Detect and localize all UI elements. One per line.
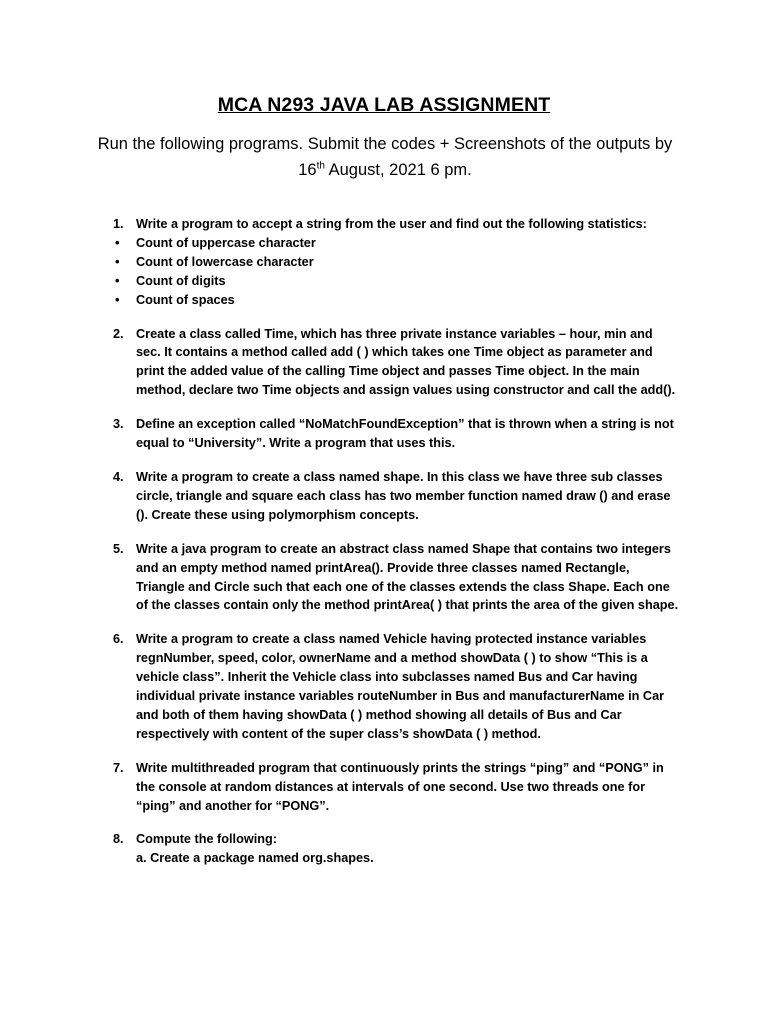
spacer [0, 744, 768, 759]
spacer [0, 400, 768, 415]
bullet-text: Count of lowercase character [136, 254, 314, 269]
question-text: Write a program to accept a string from the user and find out the following statistics: [136, 217, 647, 231]
question-subpart: a. Create a package named org.shapes. [136, 851, 374, 866]
question-7 [0, 759, 768, 816]
question-number: 7. [113, 760, 124, 775]
question-number: 4. [113, 469, 124, 484]
bullet-icon: • [115, 272, 120, 288]
spacer [0, 310, 768, 325]
due-date-day: 16 [298, 161, 317, 179]
question-text: Compute the following: [136, 832, 277, 847]
bullet-text: Count of digits [136, 273, 226, 288]
bullet-item [0, 234, 768, 253]
bullet-item [0, 272, 768, 291]
question-4 [0, 468, 768, 525]
question-2 [0, 325, 768, 401]
due-date [90, 157, 680, 183]
spacer [0, 615, 768, 630]
subtitle-line: Run the following programs. Submit the codes + Screenshots of the outputs by [97, 135, 673, 153]
spacer [0, 453, 768, 468]
spacer [0, 525, 768, 540]
question-5 [0, 540, 768, 616]
bullet-icon: • [115, 234, 120, 250]
question-number: 6. [113, 632, 124, 647]
question-number: 3. [113, 417, 124, 432]
page-title: MCA N293 JAVA LAB ASSIGNMENT [217, 94, 551, 116]
bullet-text: Count of spaces [136, 292, 235, 307]
question-text: Define an exception called “NoMatchFoundException” that is thrown when a string is not equal to “University”. Write a program that uses this. [136, 417, 674, 451]
bullet-icon: • [115, 253, 120, 269]
question-text: Write a program to create a class named shape. In this class we have three sub classes circle, triangle and square each class has two member function named draw () and erase (). Create these using polymorphism concepts. [136, 469, 671, 522]
question-number: 5. [113, 541, 124, 556]
bullet-text: Count of uppercase character [136, 235, 316, 250]
due-date-rest: August, 2021 6 pm. [324, 161, 472, 179]
question-text: Write multithreaded program that continuously prints the strings “ping” and “PONG” in the console at random distances at intervals of one second. Use two threads one for “ping” and another for “PONG”. [136, 760, 664, 813]
question-3 [0, 415, 768, 453]
question-number: 2. [113, 326, 124, 341]
question-text: Create a class called Time, which has three private instance variables – hour, min and sec. It contains a method called add ( ) which takes one Time object as parameter and print the added value of the calling Time object and passes Time object. In the main method, declare two Time objects and assign values using constructor and call the add(). [136, 326, 676, 398]
bullet-item [0, 253, 768, 272]
bullet-icon: • [115, 291, 120, 307]
page-subtitle [90, 131, 680, 183]
question-number: 1. [113, 217, 124, 231]
question-list [0, 215, 768, 868]
question-text: Write a java program to create an abstract class named Shape that contains two integers and an empty method named printArea(). Provide three classes named Rectangle, Triangle and Circle such that each one of the classes extends the class Shape. Each one of the classes contain only the method printArea( ) that prints the area of the given shape. [136, 541, 679, 613]
question-text: Write a program to create a class named Vehicle having protected instance variables regnNumber, speed, color, ownerName and a method showData ( ) to show “This is a vehicle class”. Inherit the Vehicle class into subclasses named Bus and Car having individual private instance variables routeNumber in Bus and manufacturerName in Car and both of them having showData ( ) method showing all details of Bus and Car respectively with content of the super class’s showData ( ) method. [136, 632, 665, 741]
question-number: 8. [113, 832, 124, 847]
due-date-suffix: th [316, 160, 325, 172]
question-1 [0, 215, 768, 234]
question-8 [0, 830, 768, 868]
question-6 [0, 630, 768, 743]
spacer [0, 815, 768, 830]
bullet-item [0, 291, 768, 310]
